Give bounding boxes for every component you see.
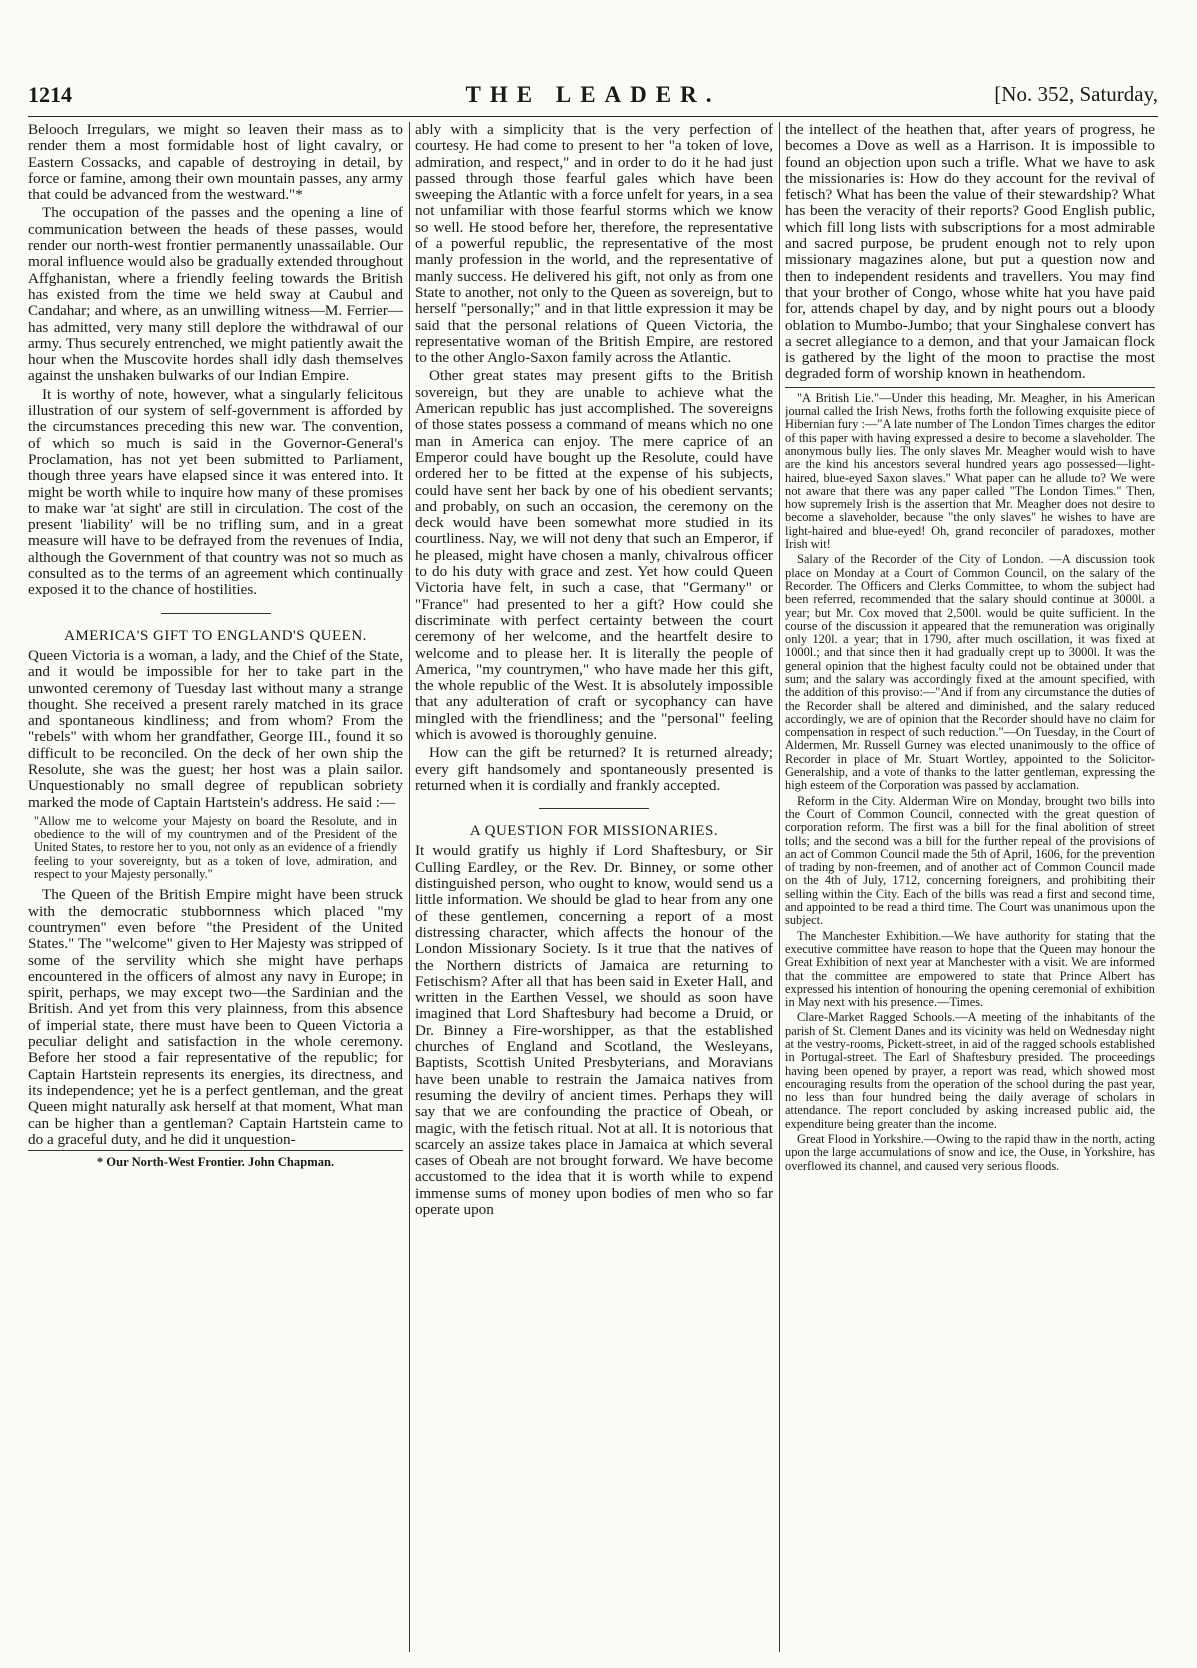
column-2 [415,122,773,1652]
publication-title: THE LEADER. [465,82,721,107]
column-1 [28,122,403,1652]
section-divider [161,613,271,614]
paragraph: ably with a simplicity that is the very perfection of courtesy. He had come to present to her "a token of love, admiration, and respect," and in order to do it he had just passed through those fearful gales which have been sweeping the Atlantic with a force unfelt for years, in a sea not unfamiliar with those fearful storms which we know so well. He stood before her, therefore, the representative of a powerful republic, the representative of the most manly profession in the world, and the representative of manly success. He delivered his gift, not only as from one State to another, not only to the Queen as sovereign, but to herself "personally;" and in that little expression it may be said that the personal relations of Queen Victoria, the representative woman of the British Empire, are restored to the other Anglo-Saxon family across the Atlantic. [415,122,773,367]
article-heading: AMERICA'S GIFT TO ENGLAND'S QUEEN. [64,627,367,644]
news-item: The Manchester Exhibition.—We have authority for stating that the executive committee have reason to hope that the Queen may honour the Great Exhibition of next year at Manchester with a visit. We are informed that the committee are empowered to state that Prince Albert has expressed his intention of honouring the opening ceremonial of exhibition in May next with his presence.—Times. [785,928,1155,1010]
column-divider [779,122,780,1652]
paragraph: Other great states may present gifts to the British sovereign, but they are unable to achieve what the American republic has just accomplished. The sovereigns of those states possess a command of means which no one man in America can enjoy. The mere caprice of an Emperor could have bought up the Resolute, could have ordered her to be fitted at the expense of his subjects, could have sent her back by one of his obedient servants; and probably, on such an occasion, the ceremony on the deck would have been somewhat more studied in its courtliness. Nay, we will not deny that such an Emperor, if he pleased, might have chosen a manly, chivalrous officer to do his duty with grace and zest. Yet how could Queen Victoria have felt, in such a case, that "Germany" or "France" had presented to her a gift? How could she discriminate with perfect certainty between the court ceremony of her welcome, and the heartfelt desire to welcome and to please her. It is literally the people of America, "my countrymen," who have made her this gift, the whole republic of the West. It is absolutely impossible that any adulteration of craft or sycophancy can have mingled with the friendliness; and the "personal" feeling which is avowed is thoroughly genuine. [415,367,773,743]
news-item: "A British Lie."—Under this heading, Mr. Meagher, in his American journal called the Irish News, froths forth the following exquisite piece of Hibernian fury :—"A late number of The London Times charges the editor of this paper with having expressed a desire to become a slaveholder. The anonymous bully lies. The only slaves Mr. Meagher would wish to have are the kind his ancestors several hundred years ago possessed—light-haired, blue-eyed Saxon slaves." What paper can he allude to? We were not aware that there was any paper called "The London Times." Then, how supremely Irish is the assertion that Mr. Meagher does not desire to become a slaveholder, because "the only slaves" he wishes to have are light-haired and blue-eyed! Oh, grand reconciler of paradoxes, mother Irish wit! [785,390,1155,552]
section-divider [785,387,1155,388]
header-rule [28,116,1158,117]
column-3 [785,122,1155,1652]
paragraph: The Queen of the British Empire might have been struck with the democratic stubbornness which placed "my countrymen" even before "the President of the United States." The "welcome" given to Her Majesty was stripped of some of the servility which she might have perhaps encountered in the officers of almost any navy in Europe; in spirit, perhaps, we may except two—the Sardinian and the British. And yet from this very plainness, from this absence of imperial state, there must have been to Queen Victoria a peculiar delight and satisfaction in the whole ceremony. Before her stood a fair representative of the republic; for Captain Hartstein represents its energies, its directness, and its independence; yet he is a perfect gentleman, and the great Queen might naturally ask herself at that moment, What man can be higher than a gentleman? Captain Hartstein came to do a graceful duty, and he did it unquestion- [28,886,403,1148]
news-item: Clare-Market Ragged Schools.—A meeting of the inhabitants of the parish of St. Clement Danes and its vicinity was held on Wednesday night at the vestry-rooms, Pickett-street, in aid of the ragged schools established in Portugal-street. The Earl of Shaftesbury presided. The proceedings having been opened by prayer, a report was read, which showed most encouraging results from the operation of the school during the past year, no less than four hundred being the daily average of scholars in attendance. The report concluded by asking increased public aid, the expenditure being greater than the income. [785,1010,1155,1131]
news-item: Reform in the City. Alderman Wire on Monday, brought two bills into the Court of Common Council, connected with the great question of corporation reform. The first was a bill for the final abolition of street tolls; and the second was a bill for the further repeal of the provisions of an act of Common Council made the 5th of April, 1606, for the prevention of trading by non-freemen, and of another act of Common Council made on the 4th of July, 1712, concerning foreigners, and prohibiting their selling within the City. Each of the bills was read a first and second time, and appointed to be read a third time. The Court was unanimous upon the subject. [785,793,1155,928]
news-item: Great Flood in Yorkshire.—Owing to the rapid thaw in the north, acting upon the large accumulations of snow and ice, the Ouse, in Yorkshire, has overflowed its channel, and caused very serious floods. [785,1132,1155,1173]
paragraph: The occupation of the passes and the opening a line of communication between the heads of these passes, would render our north-west frontier permanently unassailable. Our moral influence would also be gradually extended throughout Affghanistan, where a friendly feeling towards the British has existed from the time we held sway at Caubul and Candahar; and where, as an unwilling witness—M. Ferrier—has admitted, very many still deplore the withdrawal of our army. Thus securely entrenched, we might patiently await the hour when the Muscovite hordes shall idly dash themselves against the unshaken bulwarks of our Indian Empire. [28,204,403,385]
paragraph: It is worthy of note, however, what a singularly felicitous illustration of our system of self-government is afforded by the circumstances preceding this new war. The convention, of which so much is said in the Governor-General's Proclamation, has not yet been submitted to Parliament, though three years have elapsed since it was entered into. It might be worth while to inquire how many of these promises to make war 'at sight' are still in circulation. The cost of the present 'liability' will be no trifling sum, and in a great measure will have to be defrayed from the revenues of India, although the Government of that country was not so much as consulted as to the terms of an agreement which continually exposed it to the chance of hostilities. [28,385,403,599]
paragraph: It would gratify us highly if Lord Shaftesbury, or Sir Culling Eardley, or the Rev. Dr. Binney, or some other distinguished person, who ought to know, would send us a little information. We should be glad to hear from any one of these gentlemen, concerning a report of a most distressing character, which affects the honour of the London Missionary Society. Is it true that the natives of the Northern districts of Jamaica are returning to Fetischism? After all that has been said in Exeter Hall, and written in the Earthen Vessel, we should as soon have imagined that Lord Shaftesbury had become a Druid, or Dr. Binney a Fire-worshipper, as that the established churches of England and Scotland, the Wesleyans, Baptists, Scottish United Presbyterians, and Moravians have been unable to restrain the Jamaica natives from resuming the devilry of ancient times. Perhaps they will say that we are confounding the practice of Obeah, or magic, with the fetisch ritual. Not at all. It is notorious that scarcely an assize takes place in Jamaica at which several cases of Obeah are not brought forward. We have become accustomed to the idea that it is worth while to expend immense sums of money upon bodies of men who so far operate upon [415,842,773,1218]
footnote: * Our North-West Frontier. John Chapman. [28,1150,403,1170]
page-header [28,82,1158,112]
issue-label: [No. 352, Saturday, [994,82,1158,106]
paragraph: Belooch Irregulars, we might so leaven their mass as to render them a most formidable host of light cavalry, or Eastern Cossacks, and capable of destroying in detail, by force or famine, among their own mountain passes, any army that could be advanced from the westward."* [28,122,403,204]
article-heading: A QUESTION FOR MISSIONARIES. [469,823,719,840]
block-quote: "Allow me to welcome your Majesty on board the Resolute, and in obedience to the will of my countrymen and of the President of the United States, to restore her to you, not only as an evidence of a friendly feeling to your sovereignty, but as a token of love, admiration, and respect to your Majesty personally." [34,813,397,882]
section-divider [539,808,649,809]
newspaper-page [28,82,1158,1652]
paragraph: How can the gift be returned? It is returned already; every gift handsomely and spontaneously presented is returned when it is cordially and frankly accepted. [415,744,773,794]
paragraph: Queen Victoria is a woman, a lady, and the Chief of the State, and it would be impossible for her to take part in the unwonted ceremony of Tuesday last without many a strange thought. She received a present rarely matched in its grace and spontaneous kindliness; and from whom? From the "rebels" with whom her grandfather, George III., found it so difficult to be reconciled. On the deck of her own ship the Resolute, she was the guest; her host was a plain sailor. Unquestionably no small degree of republican sobriety marked the mode of Captain Hartstein's address. He said :— [28,646,403,811]
news-item: Salary of the Recorder of the City of London. —A discussion took place on Monday at a Court of Common Council, on the salary of the Recorder. The Officers and Clerks Committee, to whom the subject had been referred, recommended that the salary should continue at 3000l. a year; but Mr. Cox moved that 2,500l. would be quite sufficient. In the course of the discussion it appeared that the remuneration was originally only 120l. a year; that in 1790, after much oscillation, it was fixed at 1000l.; and that since then it had gradually crept up to 3000l. It was the general opinion that the highest faculty could not be obtained under that sum; and the salary was accordingly fixed at the amount specified, with the addition of this proviso:—"And if from any circumstance the duties of the Recorder shall be altered and diminished, and the salary reduced accordingly, we are of opinion that the Recorder should have no claim for compensation in respect of such reduction."—On Tuesday, in the Court of Aldermen, Mr. Russell Gurney was elected unanimously to the office of Recorder in place of Mr. Stuart Wortley, appointed to the Solicitor-Generalship, and a vote of thanks to the latter gentleman, expressing the high esteem of the Corporation was passed by acclamation. [785,552,1155,793]
news-items [785,392,1155,1173]
column-divider [409,122,410,1652]
page-number: 1214 [28,82,72,107]
paragraph: the intellect of the heathen that, after years of progress, he becomes a Dove as well as a Harrison. It is impossible to found an objection upon such a trifle. What we have to ask the missionaries is: How do they account for the revival of fetisch? What has been the value of their stewardship? What has been the veracity of their reports? Good English public, which fill long lists with subscriptions for a most admirable and sacred purpose, be prudent enough not to rely upon missionary magazines alone, but put a question now and then to independent residents and travellers. You may find that your brother of Congo, whose white hat you have paid for, attends chapel by day, and by night pours out a bloody oblation to Mumbo-Jumbo; that your Singhalese convert has a secret allegiance to a demon, and that your Jamaican flock is gathered by the light of the moon to practise the most degraded form of worship known in heathendom. [785,122,1155,383]
